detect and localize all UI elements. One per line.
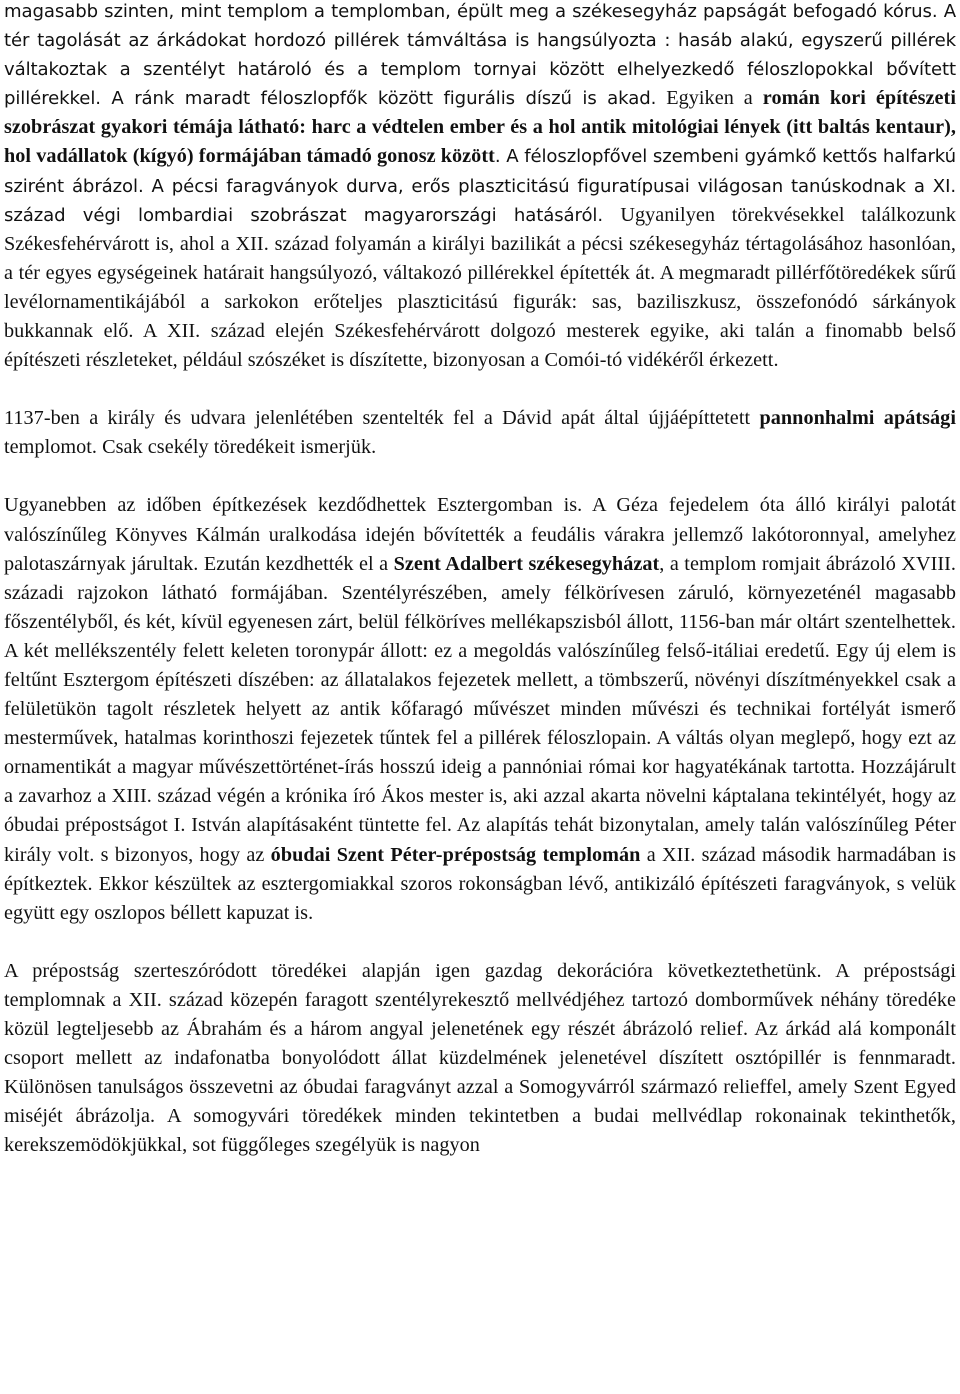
paragraph-gap <box>4 375 956 404</box>
bold-text-segment: pannonhalmi apátsági <box>759 407 956 430</box>
paragraph-4 <box>4 957 956 1161</box>
text-segment: 1137-ben a király és udvara jelenlétében szentelték fel a Dávid apát által újjáépíttetett <box>4 407 760 430</box>
paragraph-1 <box>4 0 956 375</box>
bold-text-segment: óbudai Szent Péter-prépostság templomán <box>270 843 641 866</box>
paragraph-gap <box>4 462 956 491</box>
text-segment: Ugyanilyen törekvésekkel találkozunk Székesfehérvárott is, ahol a XII. század folyamán a királyi bazilikát a pécsi székesegyház tértagolásához hasonlóan, a tér egyes egységeinek határait hangsúlyozó, váltakozó pillérekkel építették át. A megmaradt pillérfőtöredékek sűrű levélornamentikájából a sarkokon erőteljes plaszticitású figurák: sas, baziliszkusz, összefonódó sárkányok bukkannak elő. A XII. század elején Székesfehérvárott dolgozó mesterek egyike, aki talán a finomabb belső építészeti részleteket, például szószéket is díszítette, bizonyosan a Comói-tó vidékéről érkezett. <box>4 203 956 372</box>
paragraph-3 <box>4 491 956 927</box>
text-segment: Ugyanebben az időben építkezések kezdődhettek Esztergomban is. A Géza fejedelem óta álló királyi palotát valószínűleg Könyves Kálmán uralkodása idején bővítették a feudális várakra jellemző lakótoronnyal, amelyhez palotaszárnyak járultak. Ezután kezdhették el a <box>4 494 956 575</box>
text-segment: a XII. század második harmadában is építkeztek. Ekkor készültek az esztergomiakkal szoros rokonságban lévő, antikizáló építészeti faragványok, s velük együtt egy oszlopos béllett kapuzat is. <box>4 843 956 924</box>
text-segment: Egyiken a <box>656 87 763 110</box>
paragraph-2 <box>4 404 956 462</box>
paragraph-gap <box>4 928 956 957</box>
text-segment: templomot. Csak csekély töredékeit ismerjük. <box>4 436 377 459</box>
document-page <box>4 0 956 1160</box>
bold-text-segment: Szent Adalbert székesegyházat <box>393 552 660 575</box>
bold-text-segment: román kori építészeti szobrászat gyakori témája látható: harc a védtelen ember és a hol antik mitológiai lények (itt baltás kentaur), hol vadállatok (kígyó) formájában támadó gonosz között <box>4 87 956 168</box>
text-segment: A prépostság szertesz​óródott töredékei alapján igen gazdag dekorációra következtethetünk. A prépostsági templomnak a XII. század közepén faragott szentélyrekesztő mellvédjéhez tartozó domborművek néhány töredéke közül legteljesebb az Ábrahám és a három angyal jelenetének egy részét ábrázoló relief. Az árkád alá komponált csoport mellett az indafonatba bonyolódott állat küzdelmének jelenetével díszített osztópillér is fennmaradt. Különösen tanulságos összevetni az óbudai faragványt azzal a Somogyvárról származó relieffel, amely Szent Egyed miséjét ábrázolja. A somogyvári töredékek minden tekintetben a budai mellvédlap rokonainak tekinthetők, kerekszemödökjükkal, sot függőleges szegélyük is nagyon <box>4 959 956 1157</box>
text-segment: . A féloszlopfővel szembeni gyámkő kettős halfarkú szirént ábrázol. A pécsi faragványok durva, erős plaszticitású figuratípusai világosan tanúskodnak a XI. század végi lombardiai szobrászat magyarországi hatásáról. <box>4 146 956 226</box>
text-segment: magasabb szinten, mint templom a templomban, épült meg a székesegyház papságát befogadó kórus. A tér tagolását az árkádokat hordozó pillérek támváltása is hangsúlyozta : hasáb alakú, egyszerű pillérek váltakoztak a szentélyt határoló és a templom tornyai között elhelyezkedő féloszlopokkal bővített pillérekkel. A ránk maradt féloszlopfők között figurális díszű is akad. <box>4 1 956 110</box>
text-segment: , a templom romjait ábrázoló XVIII. századi rajzokon látható formájában. Szentélyrészében, amely félkörívesen záruló, környezeténél magasabb főszentélyből, és két, kívül egyenesen zárt, belül félköríves mellékapszisból állott, 1156-ban már oltárt szentelhettek. A két mellékszentély felett keleten toronypár állott: ez a megoldás valószínűleg felső-itáliai eredetű. Egy új elem is feltűnt Esztergom építészeti díszében: az állatalakos fejezetek mellett, a tömbszerű, növényi díszítményekkel csak a felületükön tagolt részletek helyett az antik kőfaragó művészet minden művészi és technikai fortélyát ismerő mesterművek, hatalmas korinthoszi fejezetek tűntek fel a pillérek féloszlopain. A váltás olyan meglepő, hogy ezt az ornamentikát a magyar művészettörténet-írás hosszú ideig a pannóniai római kor hagyatékának tartotta. Hozzájárult a zavarhoz a XIII. század végén a krónika író Ákos mester is, aki azzal akarta növelni káptalana tekintélyét, hogy az óbudai prépostságot I. István alapításaként tüntette fel. Az alapítás tehát bizonytalan, amely talán valószínűleg Péter király volt. s bizonyos, hogy az <box>4 552 956 866</box>
